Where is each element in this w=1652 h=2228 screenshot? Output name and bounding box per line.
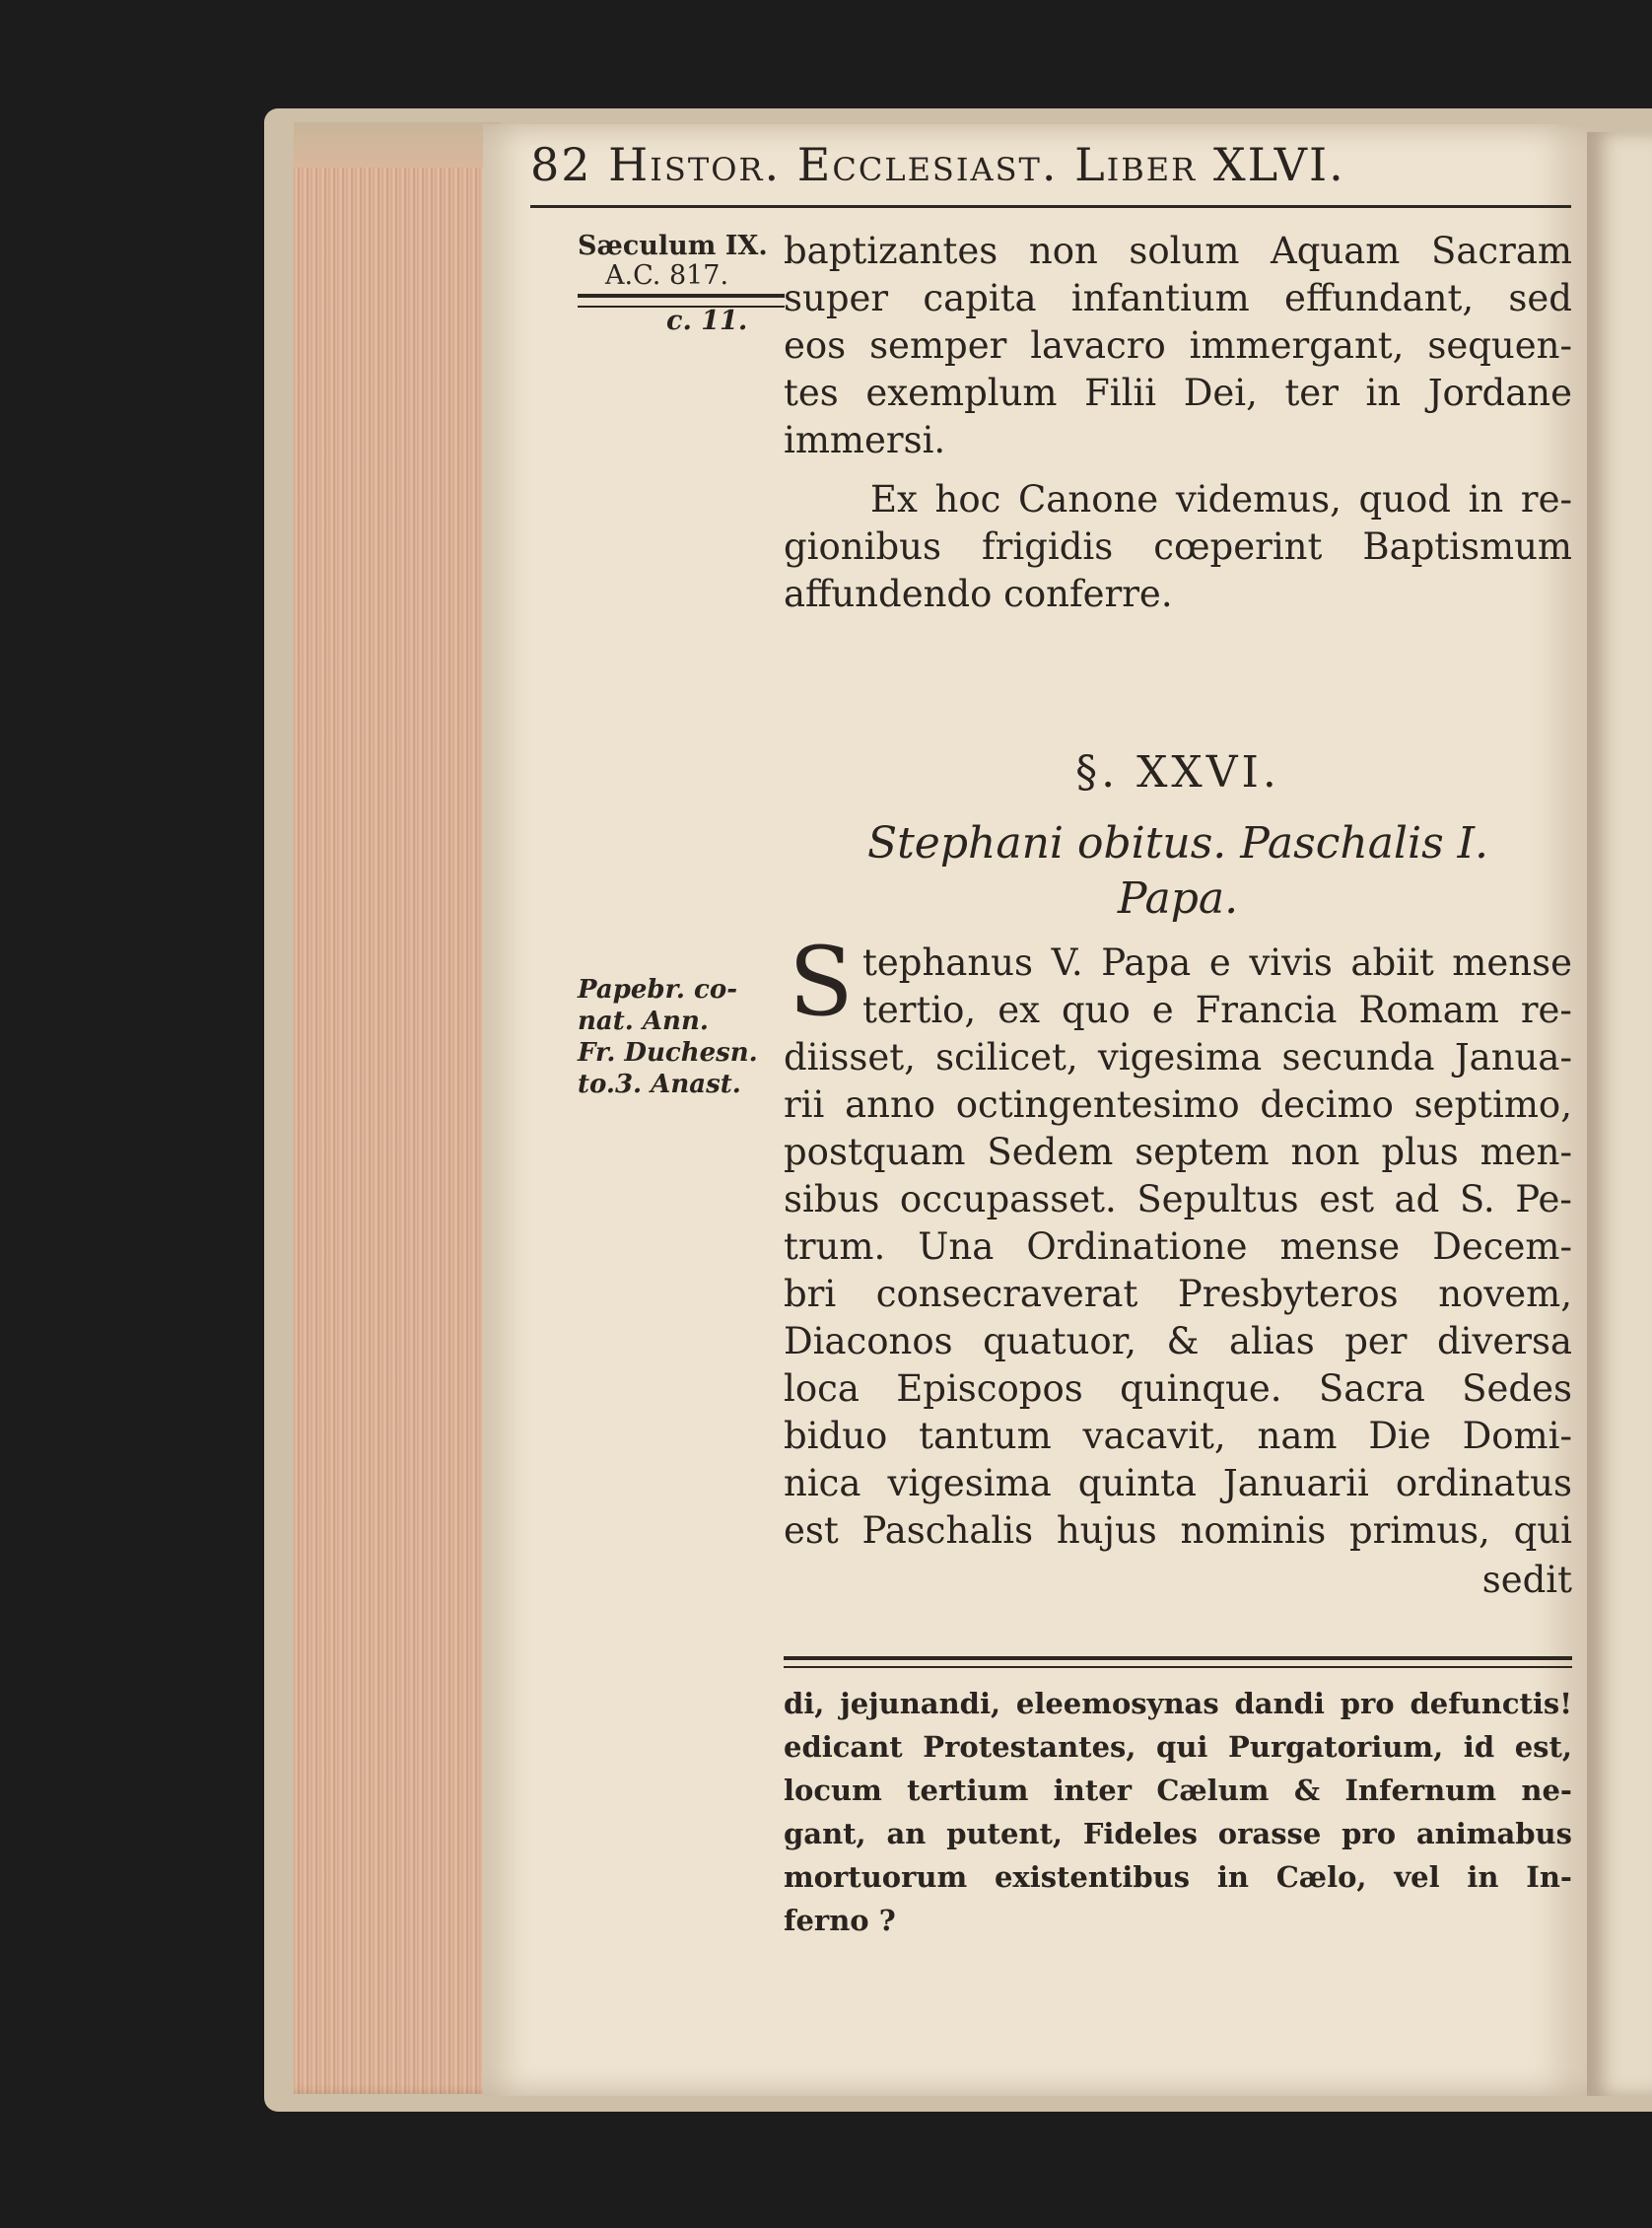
body-line: nica vigesima quinta Januarii ordinatus	[784, 1462, 1572, 1504]
body-line: trum. Una Ordinatione mense Decem-	[784, 1225, 1572, 1268]
margin-note-year: A.C. 817.	[605, 260, 729, 291]
margin-note-sources	[578, 974, 758, 1100]
margin-source-line: to.3. Anast.	[578, 1070, 741, 1099]
body-line: postquam Sedem septem non plus men-	[784, 1131, 1572, 1173]
body-line: sibus occupasset. Sepultus est ad S. Pe-	[784, 1178, 1572, 1220]
section-number: §. XXVI.	[1075, 747, 1280, 798]
body-line: eos semper lavacro immergant, sequen-	[784, 324, 1572, 367]
body-line: loca Episcopos quinque. Sacra Sedes	[784, 1367, 1572, 1410]
running-title: Histor. Ecclesiast. Liber XLVI.	[608, 138, 1345, 191]
body-line: biduo tantum vacavit, nam Die Domi-	[784, 1415, 1572, 1457]
footnote-line: edicant Protestantes, qui Purgatorium, id est,	[784, 1730, 1572, 1764]
footnote-line: ferno ?	[784, 1904, 896, 1937]
footnote-line: locum tertium inter Cælum & Infernum ne-	[784, 1774, 1572, 1807]
footnote-rule	[784, 1656, 1572, 1660]
margin-source-line: nat. Ann.	[578, 1007, 709, 1036]
footnote-line: di, jejunandi, eleemosynas dandi pro defunctis!	[784, 1687, 1572, 1720]
running-head	[530, 138, 1345, 191]
page-edges	[294, 122, 501, 2094]
footnote-rule-thin	[784, 1666, 1572, 1668]
body-line: immersi.	[784, 419, 946, 461]
body-line: baptizantes non solum Aquam Sacram	[784, 230, 1572, 272]
margin-note-saeculum: Sæculum IX.	[578, 231, 768, 261]
body-line: tephanus V. Papa e vivis abiit mense	[862, 941, 1572, 984]
body-line: affundendo conferre.	[784, 573, 1173, 615]
catchword: sedit	[1481, 1559, 1572, 1601]
page-edges-top	[294, 122, 501, 168]
body-line: Ex hoc Canone videmus, quod in re-	[870, 478, 1572, 521]
section-title: Stephani obitus. Paschalis I.	[866, 818, 1489, 869]
body-line: bri consecraverat Presbyteros novem,	[784, 1273, 1572, 1315]
right-page-sliver	[1587, 132, 1652, 2096]
body-line: rii anno octingentesimo decimo septimo,	[784, 1083, 1572, 1126]
footnote-line: mortuorum existentibus in Cælo, vel in In-	[784, 1860, 1572, 1894]
body-line: est Paschalis hujus nominis primus, qui	[784, 1509, 1572, 1552]
footnote-line: gant, an putent, Fideles orasse pro animabus	[784, 1817, 1572, 1850]
header-rule	[530, 205, 1571, 208]
body-line: diisset, scilicet, vigesima secunda Janua-	[784, 1036, 1572, 1079]
margin-note-canon: c. 11.	[666, 306, 748, 336]
section-title-cont: Papa.	[1117, 873, 1239, 924]
drop-cap: S	[789, 927, 854, 1037]
margin-rule	[578, 294, 785, 298]
margin-source-line: Fr. Duchesn.	[578, 1038, 758, 1068]
body-line: gionibus frigidis cœperint Baptismum	[784, 525, 1572, 568]
page-number: 82	[530, 138, 592, 191]
body-line: tertio, ex quo e Francia Romam re-	[862, 989, 1572, 1031]
body-line: Diaconos quatuor, & alias per diversa	[784, 1320, 1572, 1362]
body-line: tes exemplum Filii Dei, ter in Jordane	[784, 372, 1572, 414]
margin-source-line: Papebr. co-	[578, 975, 737, 1005]
body-line: super capita infantium effundant, sed	[784, 277, 1572, 319]
